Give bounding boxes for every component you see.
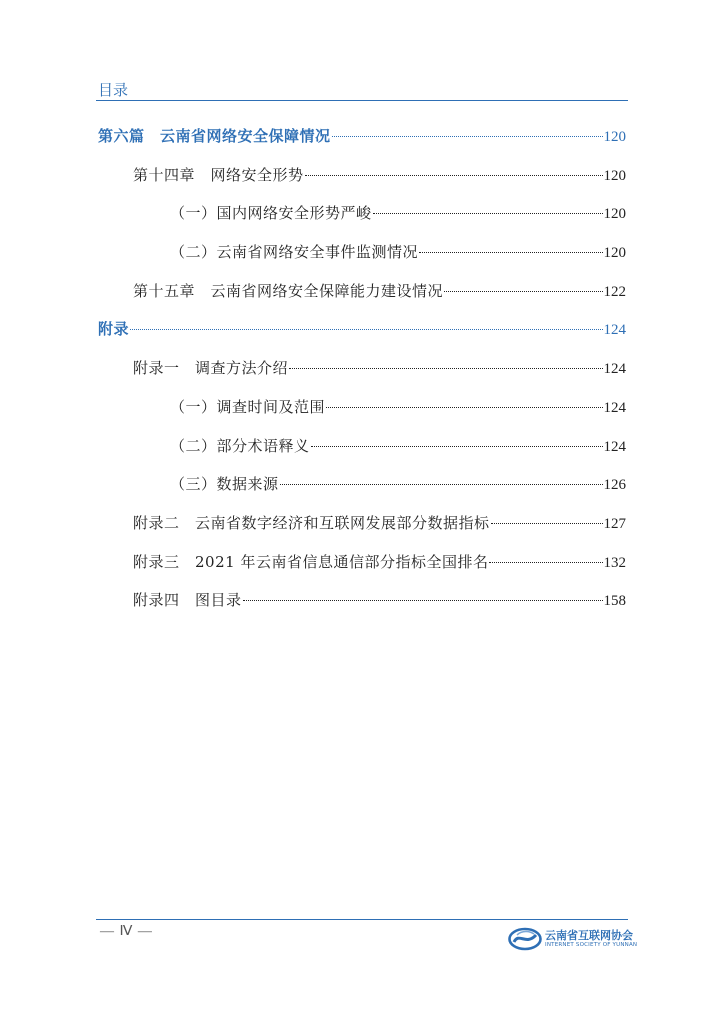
toc-entry-page: 158 (603, 593, 626, 610)
toc-entry-label: 附录二 云南省数字经济和互联网发展部分数据指标 (133, 513, 490, 532)
toc-entry-label: 第六篇 云南省网络安全保障情况 (98, 127, 331, 145)
toc-leader-dots (130, 329, 602, 330)
toc-entry[interactable] (98, 589, 626, 628)
toc-leader-dots (280, 484, 603, 485)
toc-entry[interactable] (98, 512, 626, 551)
toc-entry[interactable] (98, 435, 626, 474)
toc-entry-page: 126 (603, 477, 626, 494)
page-header-title: 目录 (98, 81, 129, 99)
toc-entry-label: （二）云南省网络安全事件监测情况 (170, 243, 419, 262)
table-of-contents (98, 125, 626, 628)
toc-entry[interactable] (98, 202, 626, 241)
toc-leader-dots (373, 213, 603, 214)
toc-entry[interactable] (98, 473, 626, 512)
toc-entry-page: 120 (603, 129, 626, 145)
toc-entry-page: 120 (603, 245, 626, 262)
toc-entry-page: 132 (603, 554, 626, 571)
toc-leader-dots (444, 291, 602, 292)
footer-divider (96, 919, 628, 920)
toc-entry-label: （二）部分术语释义 (170, 436, 310, 455)
toc-entry[interactable] (98, 125, 626, 164)
toc-leader-dots (419, 252, 602, 253)
toc-entry-label: 附录三 2021 年云南省信息通信部分指标全国排名 (133, 552, 489, 571)
toc-entry-page: 124 (603, 322, 626, 339)
association-logo (508, 927, 637, 951)
toc-entry-label: 附录四 图目录 (133, 591, 242, 610)
toc-entry-page: 127 (603, 515, 626, 532)
toc-leader-dots (243, 600, 603, 601)
toc-entry-page: 120 (603, 167, 626, 184)
toc-entry[interactable] (98, 164, 626, 203)
toc-entry-label: 第十五章 云南省网络安全保障能力建设情况 (133, 281, 444, 300)
logo-mark-icon (508, 927, 542, 951)
toc-entry[interactable] (98, 280, 626, 319)
toc-leader-dots (489, 562, 602, 563)
toc-entry-page: 122 (603, 283, 626, 300)
toc-leader-dots (332, 136, 603, 137)
toc-entry[interactable] (98, 357, 626, 396)
toc-entry[interactable] (98, 396, 626, 435)
toc-entry-label: （三）数据来源 (170, 475, 279, 494)
toc-entry[interactable] (98, 241, 626, 280)
toc-entry-page: 124 (603, 399, 626, 416)
header-divider (96, 100, 628, 101)
toc-leader-dots (491, 523, 603, 524)
toc-entry[interactable] (98, 318, 626, 357)
logo-english-name: INTERNET SOCIETY OF YUNNAN (545, 942, 638, 948)
toc-entry-page: 120 (603, 206, 626, 223)
toc-entry-label: （一）调查时间及范围 (170, 397, 326, 416)
toc-entry-label: 附录 (98, 320, 130, 339)
toc-leader-dots (311, 446, 603, 447)
toc-leader-dots (305, 175, 603, 176)
toc-entry-label: 附录一 调查方法介绍 (133, 359, 289, 378)
toc-entry[interactable] (98, 551, 626, 590)
toc-entry-page: 124 (603, 438, 626, 455)
toc-entry-label: （一）国内网络安全形势严峻 (170, 204, 372, 223)
toc-entry-label: 第十四章 网络安全形势 (133, 165, 304, 184)
logo-chinese-name: 云南省互联网协会 (545, 929, 633, 942)
toc-leader-dots (289, 368, 602, 369)
toc-entry-page: 124 (603, 361, 626, 378)
toc-leader-dots (326, 407, 602, 408)
page-number: — Ⅳ — (100, 924, 153, 939)
